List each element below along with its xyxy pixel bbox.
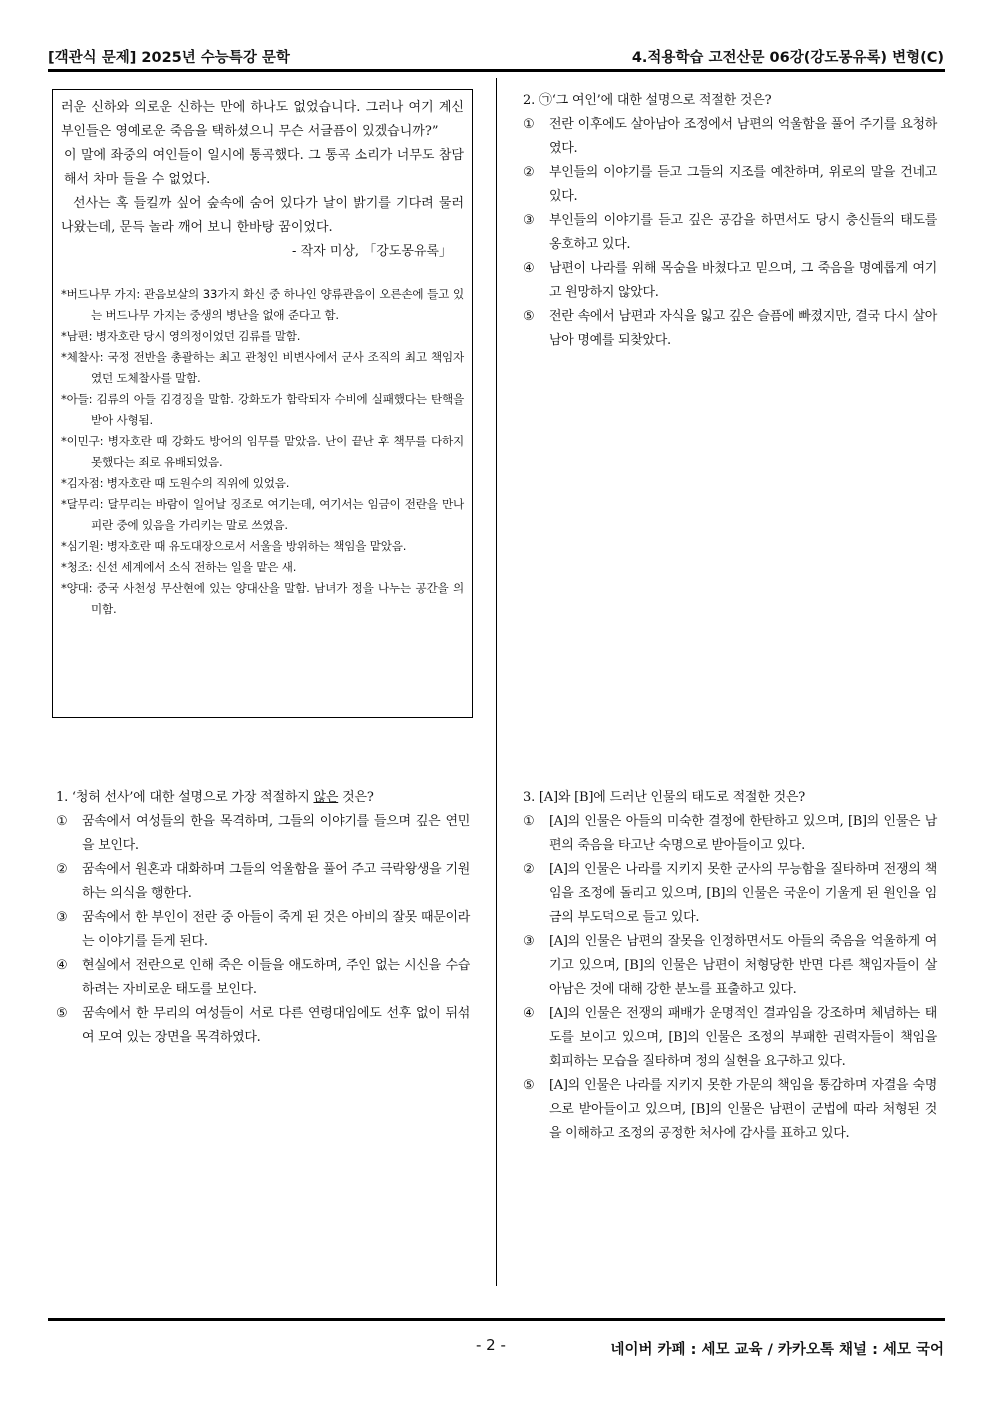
passage-paragraph: 러운 신하와 의로운 신하는 만에 하나도 없었습니다. 그러나 여기 계신 부인들은 영예로운 죽음을 택하셨으니 무슨 서글픔이 있겠습니까?” (61, 100, 464, 139)
page-number: - 2 - (476, 1336, 506, 1354)
question-3-option[interactable] (523, 1002, 937, 1074)
option-mark: ① (56, 814, 68, 829)
option-text: 전란 이후에도 살아남아 조정에서 남편의 억울함을 풀어 주기를 요청하였다. (549, 117, 937, 156)
question-3-option[interactable] (523, 858, 937, 930)
question-1-option[interactable] (56, 906, 470, 954)
question-2-stem: 2. ㉠‘그 여인’에 대한 설명으로 적절한 것은? (523, 93, 772, 108)
question-1-option[interactable] (56, 1002, 470, 1050)
header-lesson: 4.적용학습 고전산문 06강(강도몽유록) 변형(C) (631, 50, 944, 66)
option-mark: ③ (523, 934, 535, 949)
footer-rule (48, 1318, 945, 1321)
question-2 (523, 89, 937, 353)
question-1-stem-pre: 1. ‘청허 선사’에 대한 설명으로 가장 적절하지 (56, 790, 314, 805)
option-mark: ④ (523, 1006, 535, 1021)
option-mark: ② (523, 862, 535, 877)
question-1-option[interactable] (56, 810, 470, 858)
glossary-item: *아들: 김류의 아들 김경징을 말함. 강화도가 함락되자 수비에 실패했다는 탄핵을 받아 사형됨. (61, 392, 464, 427)
option-mark: ④ (523, 261, 535, 276)
option-mark: ① (523, 814, 535, 829)
option-text: [A]의 인물은 남편의 잘못을 인정하면서도 아들의 죽음을 억울하게 여기고 있으며, [B]의 인물은 남편이 처형당한 반면 다른 책임자들이 살아남은 것에 대해 강한 분노를 표출하고 있다. (549, 934, 937, 997)
option-text: 전란 속에서 남편과 자식을 잃고 깊은 슬픔에 빠졌지만, 결국 다시 살아남아 명예를 되찾았다. (549, 309, 937, 348)
glossary-item: *청조: 신선 세계에서 소식 전하는 일을 맡은 새. (61, 560, 297, 574)
question-3-option[interactable] (523, 930, 937, 1002)
question-2-option[interactable] (523, 305, 937, 353)
glossary-item: *달무리: 달무리는 바람이 일어날 징조로 여기는데, 여기서는 임금이 전란을 만나 피란 중에 있음을 가리키는 말로 쓰였음. (61, 497, 464, 532)
question-1-stem (56, 786, 470, 810)
glossary-item: *이민구: 병자호란 때 강화도 방어의 임무를 맡았음. 난이 끝난 후 책무를 다하지 못했다는 죄로 유배되었음. (61, 434, 464, 469)
glossary-item: *심기원: 병자호란 때 유도대장으로서 서울을 방위하는 책임을 맡았음. (61, 539, 407, 553)
option-text: 부인들의 이야기를 듣고 그들의 지조를 예찬하며, 위로의 말을 건네고 있다. (549, 165, 937, 204)
passage-box (52, 89, 473, 718)
option-mark: ⑤ (56, 1006, 68, 1021)
option-text: 꿈속에서 여성들의 한을 목격하며, 그들의 이야기를 들으며 깊은 연민을 보인다. (82, 814, 470, 853)
header-title: [객관식 문제] 2025년 수능특강 문학 (48, 50, 290, 66)
footer-channel-info: 네이버 카페 : 세모 교육 / 카카오톡 채널 : 세모 국어 (610, 1342, 944, 1358)
option-mark: ③ (56, 910, 68, 925)
question-1-option[interactable] (56, 858, 470, 906)
question-2-option[interactable] (523, 257, 937, 305)
question-3-stem: 3. [A]와 [B]에 드러난 인물의 태도로 적절한 것은? (523, 790, 806, 805)
question-1-stem-negation: 않은 (313, 790, 339, 805)
option-text: [A]의 인물은 나라를 지키지 못한 군사의 무능함을 질타하며 전쟁의 책임을 조정에 돌리고 있으며, [B]의 인물은 국운이 기울게 된 원인을 임금의 부도덕으로 들고 있다. (549, 862, 937, 925)
passage-attribution: - 작자 미상, 「강도몽유록」 (292, 244, 452, 259)
glossary-item: *남편: 병자호란 당시 영의정이었던 김류를 말함. (61, 329, 301, 343)
header-rule (48, 69, 945, 72)
question-2-option[interactable] (523, 209, 937, 257)
glossary-item: *버드나무 가지: 관음보살의 33가지 화신 중 하나인 양류관음이 오른손에 들고 있는 버드나무 가지는 중생의 병난을 없애 준다고 함. (61, 287, 464, 322)
option-mark: ② (523, 165, 535, 180)
option-mark: ⑤ (523, 1078, 535, 1093)
question-2-option[interactable] (523, 113, 937, 161)
option-mark: ⑤ (523, 309, 535, 324)
glossary-item: *체찰사: 국정 전반을 총괄하는 최고 관청인 비변사에서 군사 조직의 최고 책임자였던 도체찰사를 말함. (61, 350, 464, 385)
passage-paragraph: 이 말에 좌중의 여인들이 일시에 통곡했다. 그 통곡 소리가 너무도 참담해서 차마 들을 수 없었다. (64, 148, 464, 187)
option-mark: ③ (523, 213, 535, 228)
question-1 (56, 786, 470, 1050)
option-text: 현실에서 전란으로 인해 죽은 이들을 애도하며, 주인 없는 시신을 수습하려는 자비로운 태도를 보인다. (82, 958, 470, 997)
glossary-item: *양대: 중국 사천성 무산현에 있는 양대산을 말함. 남녀가 정을 나누는 공간을 의미함. (61, 581, 464, 616)
question-1-stem-post: 것은? (338, 790, 374, 805)
option-mark: ④ (56, 958, 68, 973)
passage-paragraph: 선사는 혹 들킬까 싶어 숲속에 숨어 있다가 날이 밝기를 기다려 물러 나왔는데, 문득 놀라 깨어 보니 한바탕 꿈이었다. (61, 196, 464, 235)
option-text: [A]의 인물은 전쟁의 패배가 운명적인 결과임을 강조하며 체념하는 태도를 보이고 있으며, [B]의 인물은 조정의 부패한 권력자들이 책임을 회피하는 모습을 질타하며 정의 실현을 요구하고 있다. (549, 1006, 937, 1069)
option-text: 꿈속에서 원혼과 대화하며 그들의 억울함을 풀어 주고 극락왕생을 기원하는 의식을 행한다. (82, 862, 470, 901)
option-text: 남편이 나라를 위해 목숨을 바쳤다고 믿으며, 그 죽음을 명예롭게 여기고 원망하지 않았다. (549, 261, 937, 300)
option-text: [A]의 인물은 나라를 지키지 못한 가문의 책임을 통감하며 자결을 숙명으로 받아들이고 있으며, [B]의 인물은 남편이 군법에 따라 처형된 것을 이해하고 조정의 공정한 처사에 감사를 표하고 있다. (549, 1078, 937, 1141)
question-2-option[interactable] (523, 161, 937, 209)
glossary (61, 284, 464, 620)
question-3-option[interactable] (523, 1074, 937, 1146)
option-text: [A]의 인물은 아들의 미숙한 결정에 한탄하고 있으며, [B]의 인물은 남편의 죽음을 타고난 숙명으로 받아들이고 있다. (549, 814, 937, 853)
option-mark: ① (523, 117, 535, 132)
option-text: 꿈속에서 한 부인이 전란 중 아들이 죽게 된 것은 아비의 잘못 때문이라는 이야기를 듣게 된다. (82, 910, 470, 949)
column-divider (496, 78, 497, 1286)
option-mark: ② (56, 862, 68, 877)
glossary-item: *김자점: 병자호란 때 도원수의 직위에 있었음. (61, 476, 290, 490)
question-1-option[interactable] (56, 954, 470, 1002)
option-text: 부인들의 이야기를 듣고 깊은 공감을 하면서도 당시 충신들의 태도를 옹호하고 있다. (549, 213, 937, 252)
question-3-option[interactable] (523, 810, 937, 858)
question-3 (523, 786, 937, 1146)
option-text: 꿈속에서 한 무리의 여성들이 서로 다른 연령대임에도 선후 없이 뒤섞여 모여 있는 장면을 목격하였다. (82, 1006, 470, 1045)
